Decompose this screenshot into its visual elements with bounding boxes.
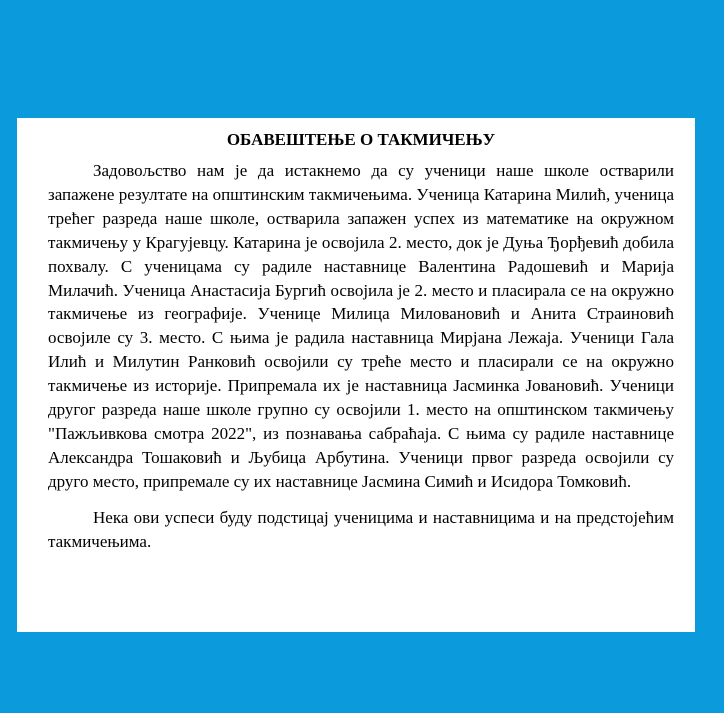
notice-title: ОБАВЕШТЕЊЕ О ТАКМИЧЕЊУ [226, 130, 496, 149]
notice-document [17, 118, 695, 632]
notice-paragraph-closing: Нека ови успеси буду подстицај ученицима и наставницима и на предстојећим такмичењима. [48, 507, 674, 551]
notice-paragraph-main: Задовољство нам је да истакнемо да су ученици наше школе остварили запажене резултате на општинским такмичењима. Ученица Катарина Милић, ученица трећег разреда наше школе, остварила запажен успех из математике на окружном такмичењу у Крагујевцу. Катарина је освојила 2. место, док је Дуња Ђорђевић добила похвалу. С ученицама су радиле наставнице Валентина Радошевић и Марија Милачић. Ученица Анастасија Бургић освојила је 2. место и пласирала се на окружно такмичење из географије. Ученице Милица Миловановић и Анита Страиновић освојиле су 3. место. С њима је радила наставница Мирјана Лежаја. Ученици Гала Илић и Милутин Ранковић освојили су треће место и пласирали се на окружно такмичење из историје. Припремала их је наставница Јасминка Јовановић. Ученици другог разреда наше школе групно су освојили 1. место на општинском такмичењу "Пажљивкова смотра 2022", из познавања сабраћаја. С њима су радиле наставнице Александра Тошаковић и Љубица Арбутина. Ученици првог разреда освојили су друго место, припремале су их наставнице Јасмина Симић и Исидора Томковић. [48, 161, 674, 491]
